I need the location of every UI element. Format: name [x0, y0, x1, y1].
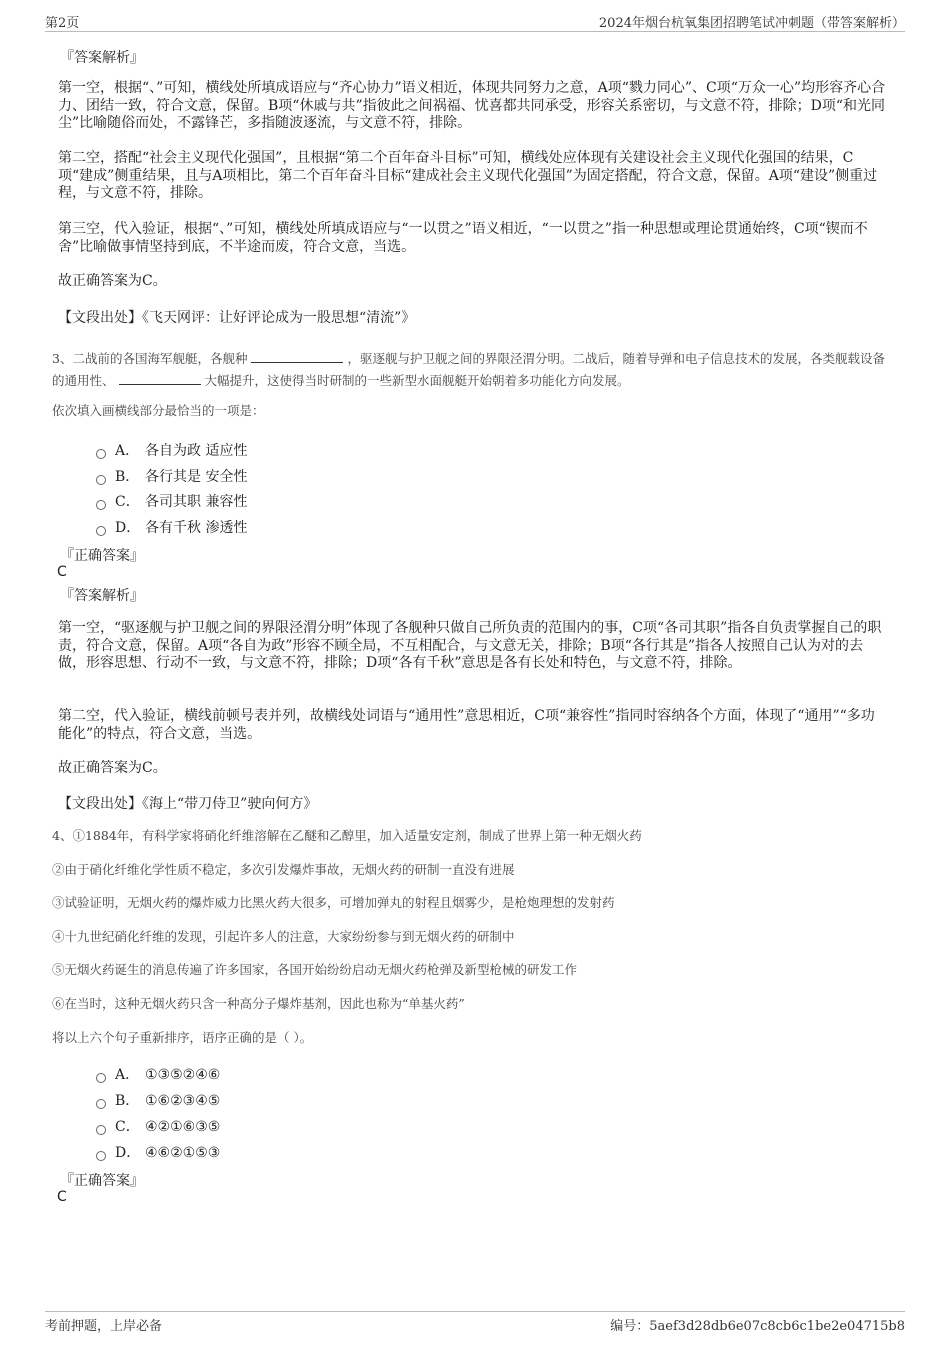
- q3-blank-2: [119, 372, 201, 385]
- q4-sentence-2: ②由于硝化纤维化学性质不稳定，多次引发爆炸事故，无烟火药的研制一直没有进展: [52, 862, 515, 877]
- q2-analysis-label: 『答案解析』: [60, 50, 144, 66]
- q4-option-a[interactable]: A． ①③⑤②④⑥: [96, 1064, 220, 1084]
- q4-sentence-6: ⑥在当时，这种无烟火药只含一种高分子爆炸基剂，因此也称为“单基火药”: [52, 996, 465, 1011]
- radio-icon[interactable]: [96, 475, 106, 485]
- q3-analysis-para-1: 第一空，“驱逐舰与护卫舰之间的界限泾渭分明”体现了各舰种只做自己所负责的范围内的事，C项“各司其职”指各自负责掌握自己的职责，符合文意，保留。A项“各自为政”形容不顾全局，不互相配合，与文意无关，排除；B项“各行其是”指各人按照自己认为对的去做，形容思想、行动不一致，与文意不符，排除；D项“各有千秋”意思是各有长处和特色，与文意不符，排除。: [58, 620, 882, 671]
- q4-option-b[interactable]: B． ①⑥②③④⑤: [96, 1090, 220, 1110]
- footer-code: 编号：5aef3d28db6e07c8cb6c1be2e04715b8: [610, 1319, 905, 1334]
- radio-icon[interactable]: [96, 449, 106, 459]
- q3-correct-label: 『正确答案』: [60, 548, 144, 564]
- radio-icon[interactable]: [96, 1099, 106, 1109]
- q3-correct-value: C: [57, 564, 67, 580]
- q3-conclusion: 故正确答案为C。: [58, 760, 167, 776]
- q3-stem-part-1: 3、二战前的各国海军舰艇，各舰种: [52, 351, 248, 366]
- q4-correct-value: C: [57, 1189, 67, 1205]
- q3-option-b[interactable]: B． 各行其是 安全性: [96, 466, 247, 486]
- radio-icon[interactable]: [96, 1073, 106, 1083]
- q4-option-c[interactable]: C． ④②①⑥③⑤: [96, 1116, 220, 1136]
- q3-analysis-label: 『答案解析』: [60, 588, 144, 604]
- q2-analysis-para-1: 第一空，根据“、”可知，横线处所填成语应与“齐心协力”语义相近，体现共同努力之意，A项“戮力同心”、C项“万众一心”均形容齐心合力、团结一致，符合文意，保留。B项“休戚与共”指彼此之间祸福、忧喜都共同承受，形容关系密切，与文意不符，排除；D项“和光同尘”比喻随俗而处，不露锋芒，多指随波逐流，与文意不符，排除。: [58, 80, 886, 131]
- q2-conclusion: 故正确答案为C。: [58, 273, 167, 289]
- q4-sentence-1: 4、①1884年，有科学家将硝化纤维溶解在乙醚和乙醇里，加入适量安定剂，制成了世界上第一种无烟火药: [52, 828, 642, 843]
- q3-option-c[interactable]: C． 各司其职 兼容性: [96, 491, 247, 511]
- q3-source: 【文段出处】《海上“带刀侍卫”驶向何方》: [58, 796, 318, 812]
- page-number: 第2页: [45, 16, 80, 31]
- q4-sentence-5: ⑤无烟火药诞生的消息传遍了许多国家，各国开始纷纷启动无烟火药枪弹及新型枪械的研发工作: [52, 962, 578, 977]
- document-title: 2024年烟台杭氧集团招聘笔试冲刺题（带答案解析）: [598, 16, 905, 31]
- footer-slogan: 考前押题，上岸必备: [45, 1319, 163, 1334]
- q3-option-a[interactable]: A． 各自为政 适应性: [96, 440, 247, 460]
- q4-correct-label: 『正确答案』: [60, 1173, 144, 1189]
- q3-analysis-para-2: 第二空，代入验证，横线前顿号表并列，故横线处词语与“通用性”意思相近，C项“兼容性”指同时容纳各个方面，体现了“通用”“多功能化”的特点，符合文意，当选。: [58, 708, 875, 742]
- q2-source: 【文段出处】《飞天网评：让好评论成为一股思想“清流”》: [58, 310, 416, 326]
- radio-icon[interactable]: [96, 526, 106, 536]
- q3-prompt: 依次填入画横线部分最恰当的一项是：: [52, 403, 265, 418]
- q3-stem-part-2: ，驱逐舰与护卫舰之间的界限泾渭分明。二战后，随着导弹和电子信息技术的发展，各类舰载设备的通用性、: [52, 351, 885, 388]
- page-footer: [45, 1311, 905, 1334]
- page-header: [45, 10, 905, 32]
- q3-option-d[interactable]: D． 各有千秋 渗透性: [96, 517, 247, 537]
- q2-analysis-para-3: 第三空，代入验证，根据“、”可知，横线处所填成语应与“一以贯之”语义相近，“一以贯之”指一种思想或理论贯通始终，C项“锲而不舍”比喻做事情坚持到底，不半途而废，符合文意，当选。: [58, 221, 868, 255]
- q2-analysis-para-2: 第二空，搭配“社会主义现代化强国”，且根据“第二个百年奋斗目标”可知，横线处应体现有关建设社会主义现代化强国的结果，C项“建成”侧重结果，且与A项相比，第二个百年奋斗目标“建成社会主义现代化强国”为固定搭配，符合文意，保留。A项“建设”侧重过程，与文意不符，排除。: [58, 150, 878, 201]
- q3-stem: [52, 348, 892, 392]
- q4-option-d[interactable]: D． ④⑥②①⑤③: [96, 1142, 220, 1162]
- radio-icon[interactable]: [96, 1125, 106, 1135]
- q4-sentence-4: ④十九世纪硝化纤维的发现，引起许多人的注意，大家纷纷参与到无烟火药的研制中: [52, 929, 515, 944]
- q4-prompt: 将以上六个句子重新排序，语序正确的是（ ）。: [52, 1030, 313, 1045]
- q4-sentence-3: ③试验证明，无烟火药的爆炸威力比黑火药大很多，可增加弹丸的射程且烟雾少，是枪炮理想的发射药: [52, 895, 615, 910]
- q3-stem-part-3: 大幅提升，这使得当时研制的一些新型水面舰艇开始朝着多功能化方向发展。: [204, 373, 630, 388]
- radio-icon[interactable]: [96, 500, 106, 510]
- radio-icon[interactable]: [96, 1151, 106, 1161]
- q3-blank-1: [251, 350, 343, 363]
